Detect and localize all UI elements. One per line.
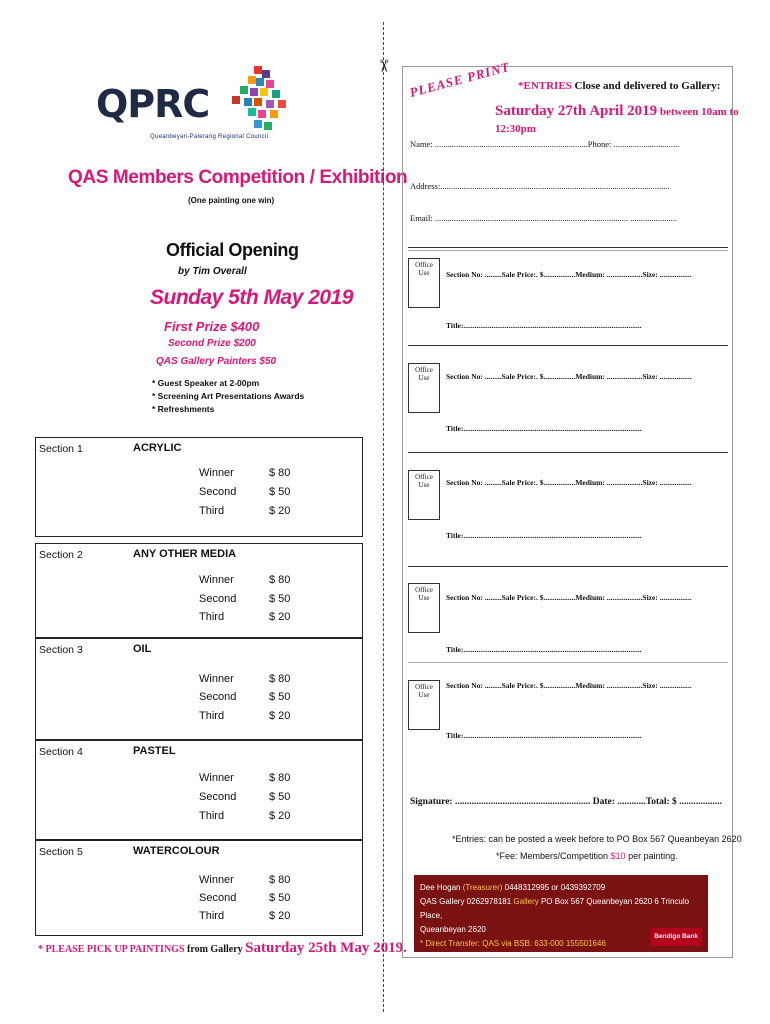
prize-amount: $ 50 [269, 892, 291, 904]
section-box [35, 437, 363, 537]
prize-amount: $ 20 [269, 611, 291, 623]
prize-place: Third [199, 810, 225, 822]
entry-details-field[interactable]: Section No: .........Sale Price:. $.................Medium: ...................Size: ................. [446, 270, 692, 279]
page-title: QAS Members Competition / Exhibition [68, 167, 408, 188]
section-label: Section 1 [39, 443, 83, 455]
section-name: OIL [133, 643, 152, 655]
section-label: Section 2 [39, 549, 83, 561]
bullet-item: * Refreshments [152, 404, 215, 414]
contact-name: Dee Hogan [420, 883, 463, 892]
entry-title-field[interactable]: Title:............................................................................................... [446, 645, 642, 654]
divider [408, 247, 728, 248]
prize-amount: $ 50 [269, 691, 291, 703]
prize-place: Third [199, 505, 225, 517]
entries-rest: Close and delivered to Gallery: [571, 80, 721, 92]
prize-amount: $ 20 [269, 710, 291, 722]
section-name: ACRYLIC [133, 442, 182, 454]
prize-place: Third [199, 910, 225, 922]
divider [408, 250, 728, 251]
bullet-item: * Guest Speaker at 2-00pm [152, 378, 260, 388]
prize-place: Second [199, 892, 237, 904]
entries-label: *ENTRIES [518, 80, 572, 92]
fee-prefix: *Fee: Members/Competition [496, 851, 611, 861]
name-phone-field[interactable]: Name: ........................................................................Phone: ............................... [410, 139, 680, 149]
entries-date-time: between 10am to 12:30pm [495, 106, 739, 135]
entry-details-field[interactable]: Section No: .........Sale Price:. $.................Medium: ...................Size: ................. [446, 372, 692, 381]
scissors-icon: ✂ [374, 58, 394, 74]
prize-place: Winner [199, 673, 234, 685]
pickup-notice-lead: * PLEASE PICK UP PAINTINGS [38, 944, 185, 955]
office-use-box: Office Use [408, 258, 440, 308]
office-use-box: Office Use [408, 363, 440, 413]
pickup-notice [38, 940, 407, 957]
pickup-notice-mid: from Gallery [184, 944, 246, 955]
bank-details: BSB: 633-000 155501646 [513, 939, 606, 948]
prize-place: Second [199, 486, 237, 498]
divider [408, 452, 728, 453]
opening-date: Sunday 5th May 2019 [150, 286, 353, 309]
prize-amount: $ 50 [269, 486, 291, 498]
entry-title-field[interactable]: Title:............................................................................................... [446, 321, 642, 330]
contact-line-1 [420, 881, 702, 895]
entry-details-field[interactable]: Section No: .........Sale Price:. $.................Medium: ...................Size: ................. [446, 478, 692, 487]
gallery-phone: QAS Gallery 0262978181 [420, 897, 514, 906]
prize-amount: $ 80 [269, 673, 291, 685]
email-field[interactable]: Email: ........................................................................................... ...................... [410, 213, 678, 223]
contact-phones: 0448312995 or 0439392709 [502, 883, 606, 892]
contact-role: (Treasurer) [462, 883, 503, 892]
prize-place: Third [199, 710, 225, 722]
entry-title-field[interactable]: Title:............................................................................................... [446, 531, 642, 540]
second-prize: Second Prize $200 [168, 338, 256, 349]
divider [408, 345, 728, 346]
contact-line-3: Queanbeyan 2620 [420, 925, 486, 934]
entry-details-field[interactable]: Section No: .........Sale Price:. $.................Medium: ...................Size: ................. [446, 593, 692, 602]
bendigo-bank-logo: Bendigo Bank [650, 928, 702, 946]
signature-date-total-field[interactable]: Signature: ......................................................... Date: ............Total: $ .................. [410, 797, 722, 807]
prize-amount: $ 80 [269, 874, 291, 886]
pickup-notice-date: Saturday 25th May 2019. [245, 940, 407, 956]
gallery-label: Gallery [513, 897, 539, 906]
post-note: *Entries: can be posted a week before to PO Box 567 Queanbeyan 2620 [452, 834, 742, 844]
section-box [35, 543, 363, 638]
prize-place: Third [199, 611, 225, 623]
prize-place: Winner [199, 772, 234, 784]
section-name: PASTEL [133, 745, 176, 757]
prize-place: Second [199, 791, 237, 803]
section-name: ANY OTHER MEDIA [133, 548, 237, 560]
please-print-stamp: PLEASE PRINT [407, 58, 512, 101]
prize-amount: $ 20 [269, 810, 291, 822]
prize-amount: $ 80 [269, 467, 291, 479]
contact-box [414, 875, 708, 952]
qprc-logo-text: QPRC [96, 82, 210, 126]
opening-by: by Tim Overall [178, 266, 247, 277]
prize-place: Second [199, 593, 237, 605]
section-box [35, 638, 363, 740]
section-label: Section 4 [39, 746, 83, 758]
prize-amount: $ 80 [269, 574, 291, 586]
entries-heading [518, 80, 720, 92]
fee-note [496, 851, 678, 861]
section-label: Section 5 [39, 846, 83, 858]
page-subtitle: (One painting one win) [188, 196, 275, 205]
fee-suffix: per painting. [625, 851, 678, 861]
gallery-address: PO Box 567 Queanbeyan 2620 6 Trinculo Place, [420, 897, 690, 920]
fee-amount: $10 [610, 851, 626, 861]
office-use-box: Office Use [408, 583, 440, 633]
entry-details-field[interactable]: Section No: .........Sale Price:. $.................Medium: ...................Size: ................. [446, 681, 692, 690]
prize-place: Winner [199, 874, 234, 886]
section-box [35, 740, 363, 840]
first-prize: First Prize $400 [164, 319, 260, 334]
prize-amount: $ 80 [269, 772, 291, 784]
qprc-logo-mosaic-icon [228, 64, 290, 134]
event-bullets [152, 377, 304, 416]
cut-line [383, 22, 384, 1012]
prize-amount: $ 20 [269, 910, 291, 922]
entry-title-field[interactable]: Title:............................................................................................... [446, 731, 642, 740]
bullet-item: * Screening Art Presentations Awards [152, 391, 305, 401]
prize-amount: $ 50 [269, 791, 291, 803]
divider [408, 566, 728, 567]
gallery-painters-prize: QAS Gallery Painters $50 [156, 356, 277, 367]
contact-line-2 [420, 895, 702, 923]
entries-date [495, 103, 770, 137]
office-use-box: Office Use [408, 470, 440, 520]
qprc-logo-subtitle: Queanbeyan-Palerang Regional Council [150, 134, 269, 140]
prize-place: Winner [199, 574, 234, 586]
transfer-label: * Direct Transfer: QAS via [420, 939, 514, 948]
address-field[interactable]: Address:............................................................................................................ [410, 181, 670, 191]
prize-amount: $ 50 [269, 593, 291, 605]
office-use-box: Office Use [408, 680, 440, 730]
prize-place: Winner [199, 467, 234, 479]
section-box [35, 840, 363, 936]
entries-date-main: Saturday 27th April 2019 [495, 103, 658, 119]
prize-place: Second [199, 691, 237, 703]
section-label: Section 3 [39, 644, 83, 656]
entry-form-frame [402, 66, 733, 958]
opening-heading: Official Opening [166, 240, 299, 260]
entry-title-field[interactable]: Title:............................................................................................... [446, 424, 642, 433]
divider [408, 662, 728, 663]
prize-amount: $ 20 [269, 505, 291, 517]
section-name: WATERCOLOUR [133, 845, 220, 857]
